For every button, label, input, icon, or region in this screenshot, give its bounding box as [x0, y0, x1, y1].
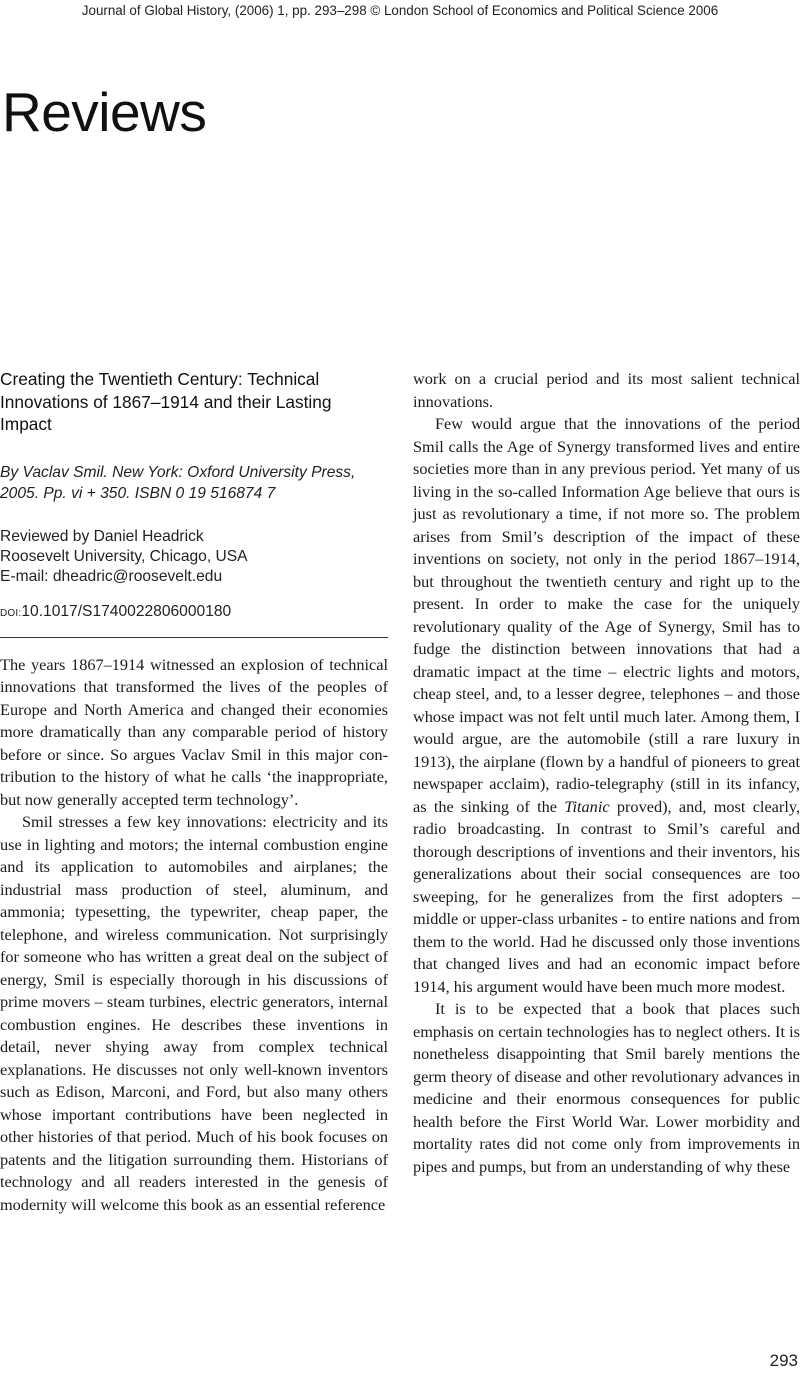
reviewer-name: Reviewed by Daniel Headrick — [0, 527, 204, 545]
doi-label: DOI: — [0, 607, 22, 619]
right-column — [413, 368, 800, 1178]
body-paragraph: The years 1867–1914 witnessed an explosion of technical innovations that transformed the lives of the peoples of Europe and North America and changed their economies more dramatically than any comparable period of history before or since. So argues Vaclav Smil in this major contribution to the history of what he calls ‘the inappropriate, but now generally accepted term technology’. — [0, 654, 388, 809]
reviewer-affiliation: Roosevelt University, Chicago, USA — [0, 547, 248, 565]
doi-link[interactable]: 10.1017/S1740022806000180 — [21, 602, 232, 620]
body-paragraph: It is to be expected that a book that places such emphasis on certain technologies has to neglect others. It is nonetheless disappointing that Smil barely mentions the germ theory of disease and other revolutionary advances in medicine and their enormous consequences for public health before the First World War. Lower morbidity and mortality rates did not come only from improvements in pipes and pumps, but from an understanding of why these — [413, 999, 800, 1176]
ship-name-italic: Titanic — [564, 796, 610, 816]
body-paragraph — [413, 413, 800, 998]
book-title: Creating the Twentieth Century: Technical Innovations of 1867–1914 and their Lasting Impact — [0, 369, 332, 434]
reviewer-block — [0, 527, 388, 587]
body-text-run: proved), and, most clearly, radio broadcasting. In contrast to Smil’s careful and thorough descriptions of inventions and their inventors, his generalizations about their social consequences are too sweeping, for he generalizes from the first adopters – middle or upper-class urbanites - to entire nations and from them to the world. Had he discussed only those inventions that changed lives and had an economic impact before 1914, his argument would have been much more modest. — [413, 796, 800, 996]
right-body-text — [413, 368, 800, 1178]
section-title: Reviews — [2, 81, 207, 143]
reviewer-email[interactable]: E-mail: dheadric@roosevelt.edu — [0, 567, 223, 585]
left-column — [0, 368, 388, 1216]
running-header: Journal of Global History, (2006) 1, pp. 293–298 © London School of Economics and Political Science 2006 — [81, 3, 719, 18]
left-body-text — [0, 654, 388, 1217]
body-paragraph: Smil stresses a few key innovations: electricity and its use in lighting and motors; the internal combustion engine and its application to automobiles and airplanes; the industrial mass production of steel, aluminum, and ammonia; typesetting, the typewriter, cheap paper, the telephone, and wireless communication. Not surprisingly for someone who has written a great deal on the subject of energy, Smil is especially thorough in his discussions of prime movers – steam turbines, electric generators, internal combustion engines. He describes these inventions in detail, never shying away from complex technical explanations. He discusses not only well-known inventors such as Edison, Marconi, and Ford, but also many others whose important contributions have been neglected in other histories of that period. Much of his book focuses on patents and the litigation surrounding them. Historians of technology and all readers interested in the genesis of modernity will welcome this book as an essential reference — [0, 812, 388, 1214]
body-paragraph-continuation: work on a crucial period and its most salient technical innovations. — [413, 369, 800, 411]
book-details: By Vaclav Smil. New York: Oxford University Press, 2005. Pp. vi + 350. ISBN 0 19 516874 7 — [0, 463, 356, 502]
doi-line — [0, 603, 388, 621]
separator-rule — [0, 637, 388, 638]
page-number: 293 — [769, 1351, 798, 1370]
body-text-run: Few would argue that the innovations of the period Smil calls the Age of Synergy transformed lives and entire societies more than in any previous period. Yet many of us living in the so-called Information Age believe that ours is just as revolutionary a time, if not more so. The problem arises from Smil’s description of the impact of these inventions on society, not only in the period 1867–1914, but throughout the twentieth century and right up to the present. In order to make the case for the uniquely revolutionary quality of the Age of Synergy, Smil has to fudge the distinction between innovations that had a dramatic impact at the time – electric lights and motors, cheap steel, and, to a lesser degree, telephones – and those whose impact was not felt until much later. Among them, I would argue, are the automobile (still a rare luxury in 1913), the airplane (flown by a handful of pioneers to great newspaper acclaim), radio-telegraphy (still in its infancy, as the sinking of the — [413, 414, 800, 816]
